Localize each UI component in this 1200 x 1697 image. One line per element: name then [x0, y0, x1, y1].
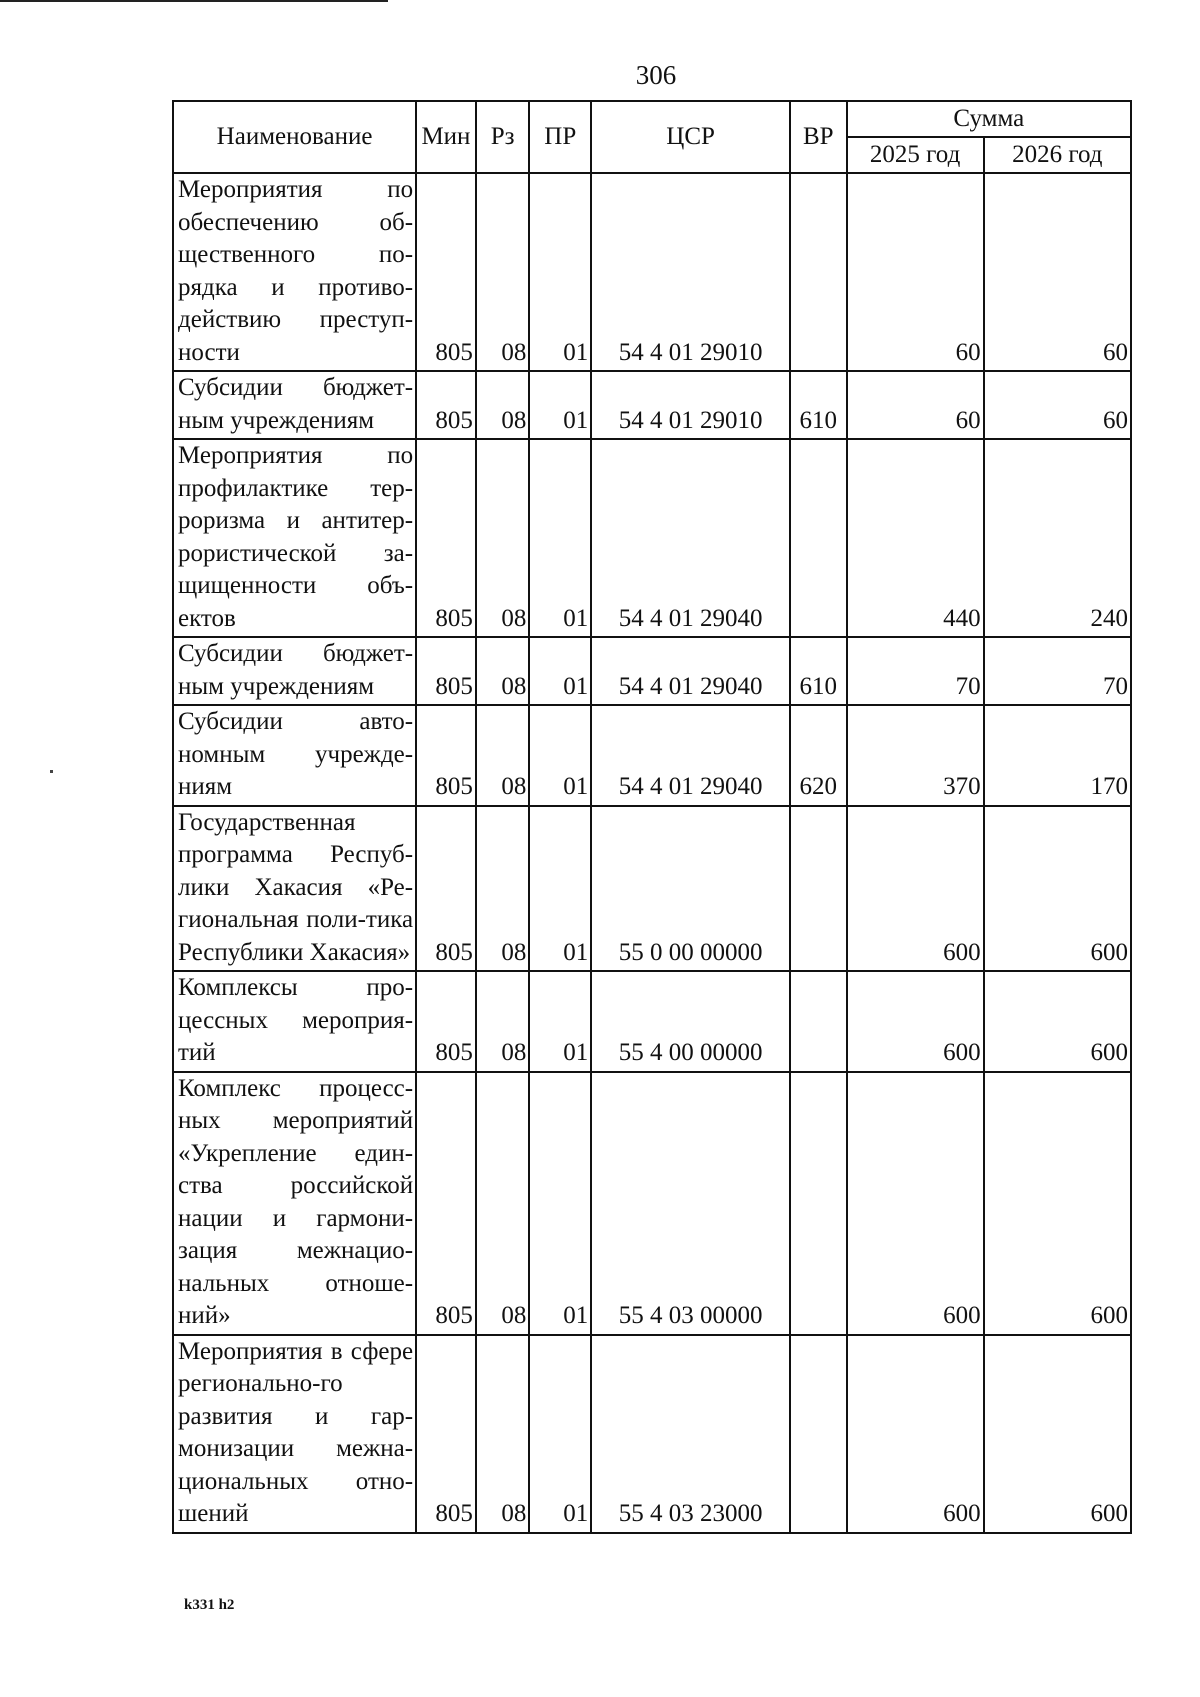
- header-sum: Сумма: [847, 101, 1131, 137]
- cell-rz: 08: [476, 806, 530, 972]
- cell-name: Субсидии бюджет-ным учреждениям: [173, 371, 416, 439]
- page-number: 306: [635, 60, 677, 90]
- cell-sum-2026: 70: [984, 637, 1131, 705]
- table-body: [173, 173, 1131, 1533]
- table-row: [173, 1335, 1131, 1533]
- header-min: Мин: [416, 101, 476, 173]
- cell-pr: 01: [529, 1335, 591, 1533]
- cell-sum-2026: 240: [984, 439, 1131, 637]
- cell-csr: 55 4 03 00000: [591, 1072, 790, 1335]
- cell-pr: 01: [529, 173, 591, 371]
- cell-csr: 54 4 01 29040: [591, 637, 790, 705]
- cell-vr: [790, 1335, 847, 1533]
- cell-name: Субсидии авто-номным учрежде-ниям: [173, 705, 416, 806]
- cell-vr: 610: [790, 371, 847, 439]
- cell-rz: 08: [476, 1072, 530, 1335]
- table-row: [173, 1072, 1131, 1335]
- cell-rz: 08: [476, 637, 530, 705]
- cell-csr: 55 4 00 00000: [591, 971, 790, 1072]
- cell-name: Мероприятия по обеспечению об-щественного по-рядка и противо-действию преступ-ности: [173, 173, 416, 371]
- cell-min: 805: [416, 439, 476, 637]
- header-row: [173, 101, 1131, 137]
- cell-sum-2025: 600: [847, 1335, 984, 1533]
- cell-vr: [790, 439, 847, 637]
- header-vr: ВР: [790, 101, 847, 173]
- cell-min: 805: [416, 806, 476, 972]
- cell-sum-2025: 600: [847, 971, 984, 1072]
- cell-vr: 620: [790, 705, 847, 806]
- cell-csr: 54 4 01 29010: [591, 173, 790, 371]
- cell-pr: 01: [529, 705, 591, 806]
- cell-min: 805: [416, 1072, 476, 1335]
- cell-vr: [790, 806, 847, 972]
- cell-vr: [790, 1072, 847, 1335]
- cell-sum-2025: 600: [847, 806, 984, 972]
- header-name: Наименование: [173, 101, 416, 173]
- cell-sum-2025: 60: [847, 173, 984, 371]
- footer-code: k331 h2: [184, 1597, 235, 1613]
- cell-name: Комплекс процесс-ных мероприятий «Укрепление един-ства российской нации и гармони-зация межнацио-нальных отноше-ний»: [173, 1072, 416, 1335]
- cell-sum-2026: 170: [984, 705, 1131, 806]
- cell-sum-2025: 70: [847, 637, 984, 705]
- budget-table: [172, 100, 1132, 1534]
- cell-sum-2026: 600: [984, 1335, 1131, 1533]
- cell-pr: 01: [529, 439, 591, 637]
- table-row: [173, 173, 1131, 371]
- cell-csr: 55 4 03 23000: [591, 1335, 790, 1533]
- scan-speck: [50, 770, 53, 773]
- table-row: [173, 971, 1131, 1072]
- cell-sum-2025: 370: [847, 705, 984, 806]
- cell-vr: [790, 173, 847, 371]
- cell-min: 805: [416, 637, 476, 705]
- cell-pr: 01: [529, 371, 591, 439]
- table-row: [173, 806, 1131, 972]
- header-year-2025: 2025 год: [847, 137, 984, 173]
- cell-pr: 01: [529, 1072, 591, 1335]
- header-csr: ЦСР: [591, 101, 790, 173]
- cell-sum-2026: 600: [984, 806, 1131, 972]
- table-row: [173, 637, 1131, 705]
- cell-pr: 01: [529, 806, 591, 972]
- cell-min: 805: [416, 371, 476, 439]
- cell-min: 805: [416, 173, 476, 371]
- cell-pr: 01: [529, 971, 591, 1072]
- cell-rz: 08: [476, 371, 530, 439]
- cell-rz: 08: [476, 173, 530, 371]
- cell-min: 805: [416, 1335, 476, 1533]
- cell-sum-2026: 600: [984, 1072, 1131, 1335]
- header-year-2026: 2026 год: [984, 137, 1131, 173]
- cell-sum-2025: 600: [847, 1072, 984, 1335]
- cell-name: Субсидии бюджет-ным учреждениям: [173, 637, 416, 705]
- cell-rz: 08: [476, 439, 530, 637]
- cell-vr: 610: [790, 637, 847, 705]
- header-rz: Рз: [476, 101, 530, 173]
- cell-rz: 08: [476, 971, 530, 1072]
- cell-name: Комплексы про-цессных мероприя-тий: [173, 971, 416, 1072]
- cell-sum-2026: 60: [984, 371, 1131, 439]
- cell-name: Мероприятия по профилактике тер-роризма и антитер-рористической за-щищенности объ-ектов: [173, 439, 416, 637]
- cell-sum-2025: 60: [847, 371, 984, 439]
- cell-rz: 08: [476, 705, 530, 806]
- cell-name: Мероприятия в сфере регионально-го развития и гар-монизации межна-циональных отно-шений: [173, 1335, 416, 1533]
- table-row: [173, 371, 1131, 439]
- cell-name: Государственная программа Респуб-лики Хакасия «Ре-гиональная поли-тика Республики Хакасия»: [173, 806, 416, 972]
- table-row: [173, 705, 1131, 806]
- top-edge-rule: [0, 0, 388, 2]
- cell-sum-2026: 60: [984, 173, 1131, 371]
- cell-csr: 55 0 00 00000: [591, 806, 790, 972]
- cell-csr: 54 4 01 29040: [591, 705, 790, 806]
- header-pr: ПР: [529, 101, 591, 173]
- cell-sum-2026: 600: [984, 971, 1131, 1072]
- cell-pr: 01: [529, 637, 591, 705]
- cell-min: 805: [416, 705, 476, 806]
- cell-sum-2025: 440: [847, 439, 984, 637]
- cell-min: 805: [416, 971, 476, 1072]
- cell-rz: 08: [476, 1335, 530, 1533]
- cell-vr: [790, 971, 847, 1072]
- table-row: [173, 439, 1131, 637]
- cell-csr: 54 4 01 29040: [591, 439, 790, 637]
- cell-csr: 54 4 01 29010: [591, 371, 790, 439]
